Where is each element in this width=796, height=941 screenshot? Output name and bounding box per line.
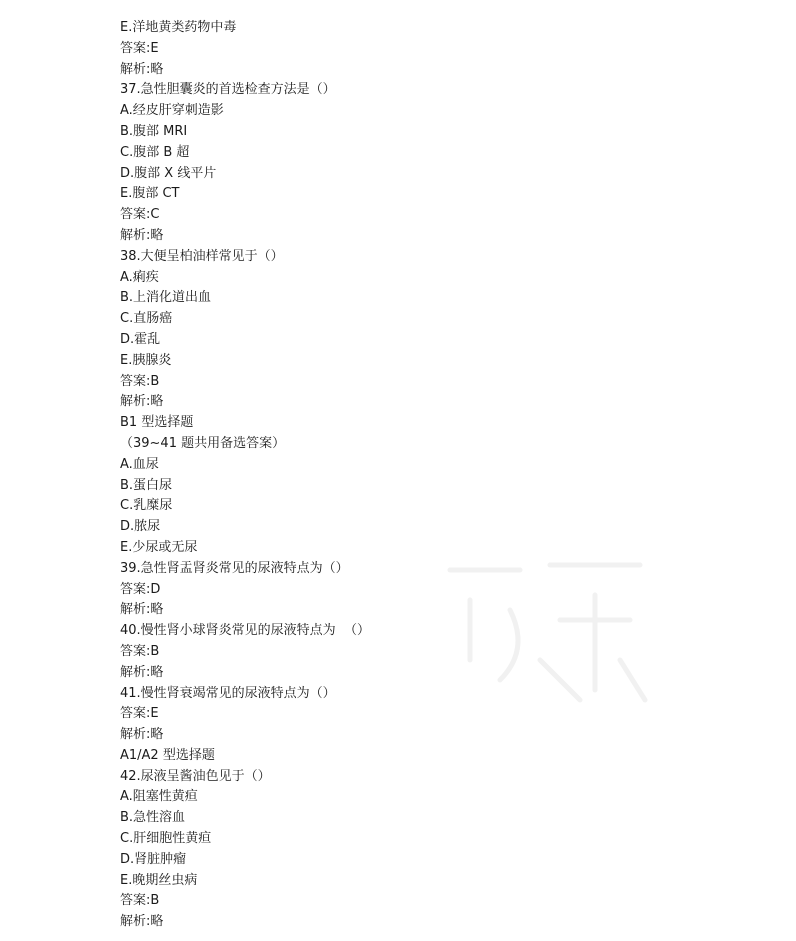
option-c: C.乳糜尿 — [120, 498, 173, 514]
option-a: A.阻塞性黄疸 — [120, 789, 198, 805]
question-39: 39.急性肾盂肾炎常见的尿液特点为（） — [120, 560, 349, 576]
option-a: A.经皮肝穿刺造影 — [120, 103, 224, 119]
option-b: B.上消化道出血 — [120, 290, 212, 306]
explanation-line: 解析:略 — [120, 664, 164, 680]
option-b: B.急性溶血 — [120, 810, 186, 826]
question-41: 41.慢性肾衰竭常见的尿液特点为（） — [120, 685, 336, 701]
answer-line: 答案:E — [120, 706, 159, 722]
option-b: B.腹部 MRI — [120, 123, 188, 139]
section-heading: B1 型选择题 — [120, 415, 194, 431]
option-d: D.脓尿 — [120, 519, 161, 535]
option-a: A.血尿 — [120, 456, 159, 472]
section-heading: A1/A2 型选择题 — [120, 747, 215, 763]
option-c: C.腹部 B 超 — [120, 144, 190, 160]
question-37: 37.急性胆囊炎的首选检查方法是（） — [120, 82, 336, 98]
answer-line: 答案:B — [120, 893, 160, 909]
explanation-line: 解析:略 — [120, 394, 164, 410]
answer-line: 答案:B — [120, 373, 160, 389]
option-e: E.胰腺炎 — [120, 352, 172, 368]
explanation-line: 解析:略 — [120, 227, 164, 243]
explanation-line: 解析:略 — [120, 602, 164, 618]
option-b: B.蛋白尿 — [120, 477, 173, 493]
explanation-line: 解析:略 — [120, 914, 164, 930]
question-38: 38.大便呈柏油样常见于（） — [120, 248, 284, 264]
option-e: E.晚期丝虫病 — [120, 872, 198, 888]
question-42: 42.尿液呈酱油色见于（） — [120, 768, 271, 784]
document-page — [120, 18, 756, 933]
answer-line: 答案:B — [120, 643, 160, 659]
option-e: E.腹部 CT — [120, 186, 180, 202]
shared-options-note: （39~41 题共用备选答案） — [120, 435, 286, 451]
explanation-line: 解析:略 — [120, 727, 164, 743]
option-c: C.直肠癌 — [120, 311, 173, 327]
option-a: A.痢疾 — [120, 269, 159, 285]
answer-line: 答案:D — [120, 581, 161, 597]
answer-line: 答案:C — [120, 207, 160, 223]
option-e: E.少尿或无尿 — [120, 539, 198, 555]
option-c: C.肝细胞性黄疸 — [120, 831, 212, 847]
answer-line: 答案:E — [120, 40, 159, 56]
option-d: D.腹部 X 线平片 — [120, 165, 217, 181]
explanation-line: 解析:略 — [120, 61, 164, 77]
question-40: 40.慢性肾小球肾炎常见的尿液特点为 （） — [120, 623, 370, 639]
option-d: D.霍乱 — [120, 331, 161, 347]
text-line: E.洋地黄类药物中毒 — [120, 20, 237, 35]
option-d: D.肾脏肿瘤 — [120, 851, 187, 867]
